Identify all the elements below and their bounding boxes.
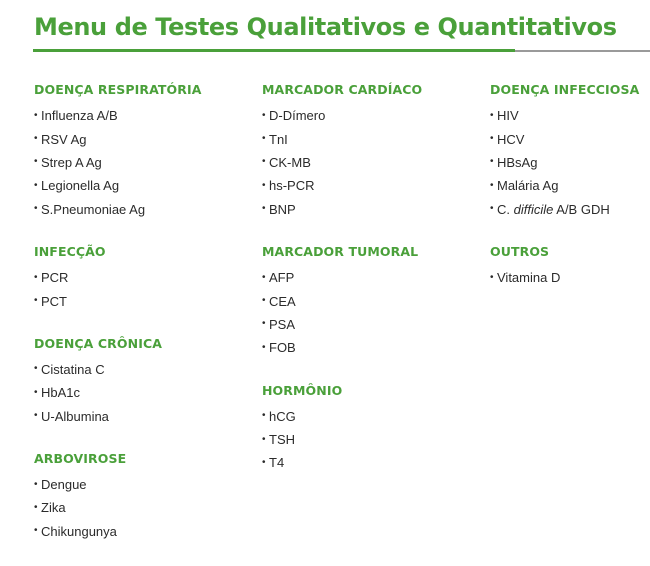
bullet-icon: • <box>34 386 38 398</box>
title-underline <box>33 49 515 52</box>
list-item <box>490 127 639 150</box>
section-hormonio <box>262 383 422 475</box>
bullet-icon: • <box>34 271 38 283</box>
bullet-icon: • <box>34 525 38 537</box>
list-item <box>262 266 422 289</box>
list-item <box>490 104 639 127</box>
bullet-icon: • <box>262 271 266 283</box>
list-item <box>34 174 202 197</box>
list-item <box>262 198 422 221</box>
list-item <box>262 174 422 197</box>
test-list <box>490 266 639 289</box>
item-label: TSH <box>269 432 295 448</box>
item-label: Legionella Ag <box>41 178 120 194</box>
list-item <box>262 104 422 127</box>
item-label: RSV Ag <box>41 131 87 147</box>
bullet-icon: • <box>262 203 266 215</box>
column-right <box>490 82 639 312</box>
bullet-icon: • <box>262 156 266 168</box>
test-list <box>262 266 422 360</box>
section-heading: INFECÇÃO <box>34 243 106 259</box>
bullet-icon: • <box>262 456 266 468</box>
test-list <box>490 104 639 221</box>
test-list <box>262 405 422 475</box>
list-item <box>34 198 202 221</box>
item-label: PCT <box>41 293 67 309</box>
item-label: hs-PCR <box>269 178 315 194</box>
bullet-icon: • <box>262 109 266 121</box>
list-item <box>490 198 639 221</box>
item-label: D-Dímero <box>269 108 326 124</box>
bullet-icon: • <box>34 156 38 168</box>
list-item <box>490 266 639 289</box>
test-list <box>34 473 202 543</box>
item-label: S.Pneumoniae Ag <box>41 201 146 217</box>
section-heading: MARCADOR TUMORAL <box>262 243 419 259</box>
item-label: FOB <box>269 340 296 356</box>
test-list <box>34 266 202 313</box>
item-label: Chikungunya <box>41 523 117 539</box>
column-left <box>34 82 202 566</box>
bullet-icon: • <box>262 295 266 307</box>
list-item <box>262 127 422 150</box>
list-item <box>34 289 202 312</box>
list-item <box>262 289 422 312</box>
section-heading: DOENÇA INFECCIOSA <box>490 82 640 97</box>
bullet-icon: • <box>262 133 266 145</box>
bullet-icon: • <box>34 203 38 215</box>
list-item <box>262 405 422 428</box>
list-item <box>262 428 422 451</box>
item-label: Vitamina D <box>497 270 561 286</box>
item-label: HIV <box>497 108 519 124</box>
title-underline-extension <box>515 50 650 52</box>
item-label-suffix: A/B GDH <box>553 201 610 217</box>
section-heading: OUTROS <box>490 243 550 259</box>
bullet-icon: • <box>34 179 38 191</box>
item-label: Influenza A/B <box>41 108 118 124</box>
list-item <box>34 266 202 289</box>
item-label: Dengue <box>41 477 87 493</box>
bullet-icon: • <box>490 179 494 191</box>
section-arbovirose <box>34 451 202 543</box>
section-heading: MARCADOR CARDÍACO <box>262 82 423 97</box>
test-list <box>34 104 202 221</box>
item-label: HBsAg <box>497 154 538 170</box>
bullet-icon: • <box>262 341 266 353</box>
item-label: CK-MB <box>269 154 311 170</box>
list-item <box>34 473 202 496</box>
item-label: AFP <box>269 270 295 286</box>
list-item <box>34 381 202 404</box>
bullet-icon: • <box>262 179 266 191</box>
page-title: Menu de Testes Qualitativos e Quantitativos <box>34 13 617 41</box>
item-label: HbA1c <box>41 385 81 401</box>
item-label-italic: difficile <box>513 201 554 217</box>
list-item <box>262 151 422 174</box>
item-label: Zika <box>41 500 66 516</box>
bullet-icon: • <box>34 295 38 307</box>
test-list <box>262 104 422 221</box>
bullet-icon: • <box>262 433 266 445</box>
item-label: HCV <box>497 131 525 147</box>
section-heading: ARBOVIROSE <box>34 450 127 466</box>
section-heading: DOENÇA CRÔNICA <box>34 335 162 351</box>
list-item <box>34 496 202 519</box>
section-heading: HORMÔNIO <box>262 382 343 398</box>
item-label: TnI <box>269 131 288 147</box>
item-label: Cistatina C <box>41 361 105 377</box>
item-label: hCG <box>269 408 296 424</box>
bullet-icon: • <box>490 271 494 283</box>
bullet-icon: • <box>490 156 494 168</box>
bullet-icon: • <box>490 133 494 145</box>
bullet-icon: • <box>34 410 38 422</box>
section-marcador-cardiaco <box>262 82 422 221</box>
list-item <box>34 127 202 150</box>
test-list <box>34 358 202 428</box>
item-label-prefix: C. <box>497 201 514 217</box>
item-label: BNP <box>269 201 296 217</box>
item-label: PCR <box>41 270 69 286</box>
bullet-icon: • <box>34 501 38 513</box>
section-doenca-cronica <box>34 336 202 428</box>
list-item <box>262 336 422 359</box>
bullet-icon: • <box>34 133 38 145</box>
list-item <box>262 313 422 336</box>
column-middle <box>262 82 422 498</box>
bullet-icon: • <box>34 478 38 490</box>
item-label: Strep A Ag <box>41 154 102 170</box>
section-doenca-respiratoria <box>34 82 202 221</box>
item-label: PSA <box>269 316 296 332</box>
bullet-icon: • <box>262 410 266 422</box>
item-label-cdifficile <box>497 202 610 217</box>
bullet-icon: • <box>490 109 494 121</box>
section-heading: DOENÇA RESPIRATÓRIA <box>34 82 202 97</box>
list-item <box>490 151 639 174</box>
list-item <box>490 174 639 197</box>
bullet-icon: • <box>34 109 38 121</box>
item-label: U-Albumina <box>41 408 109 424</box>
section-outros <box>490 244 639 289</box>
list-item <box>34 104 202 127</box>
list-item <box>34 405 202 428</box>
list-item <box>34 358 202 381</box>
list-item <box>262 451 422 474</box>
item-label: Malária Ag <box>497 178 559 194</box>
list-item <box>34 151 202 174</box>
item-label: T4 <box>269 455 285 471</box>
section-infeccao <box>34 244 202 313</box>
section-marcador-tumoral <box>262 244 422 360</box>
list-item <box>34 520 202 543</box>
bullet-icon: • <box>262 318 266 330</box>
bullet-icon: • <box>34 363 38 375</box>
bullet-icon: • <box>490 203 494 215</box>
section-doenca-infecciosa <box>490 82 639 221</box>
item-label: CEA <box>269 293 296 309</box>
